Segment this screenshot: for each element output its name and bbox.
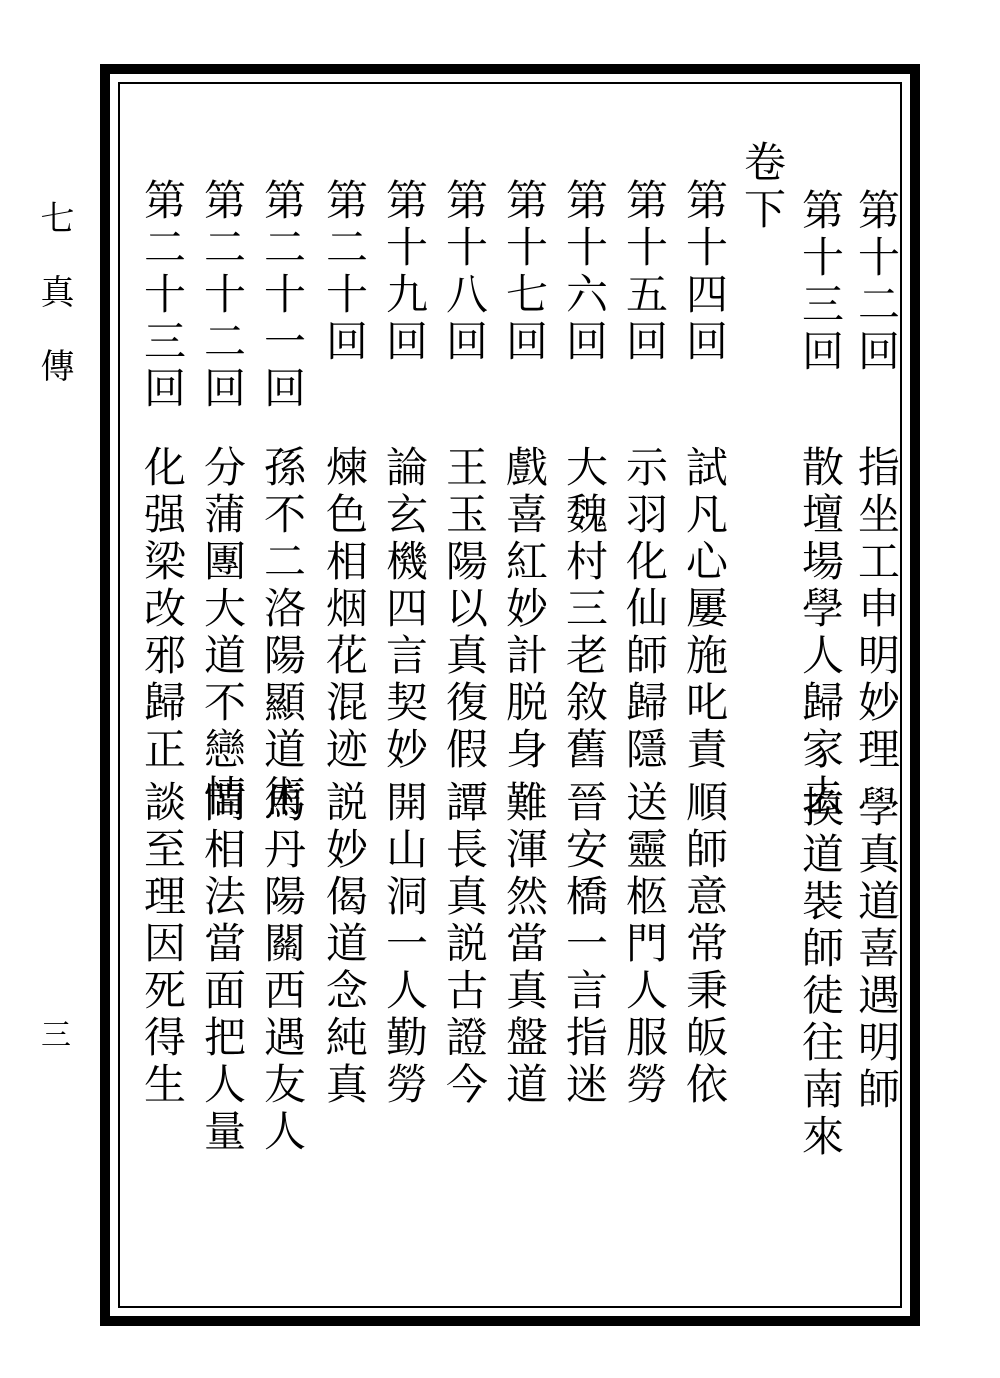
chapter-number: 第十九回: [380, 178, 429, 366]
margin-page-number: 三: [41, 1018, 71, 1053]
chapter-number: 第二十三回: [138, 178, 187, 413]
chapter-title-left: 分蒲團大道不戀情: [198, 445, 247, 821]
chapter-number: 第二十回: [320, 178, 369, 366]
chapter-title-left: 散壇場學人歸家去: [796, 445, 845, 821]
chapter-title-right: 譚長真説古證今: [440, 780, 489, 1109]
chapter-title-left: 化强梁改邪歸正: [138, 445, 187, 774]
chapter-title-left: 戲喜紅妙計脱身: [500, 445, 549, 774]
chapter-title-left: 孫不二洛陽顯道術: [258, 445, 307, 821]
chapter-title-right: 談至理因死得生: [138, 780, 187, 1109]
chapter-title-left: 示羽化仙師歸隱: [620, 445, 669, 774]
chapter-number: 第二十一回: [258, 178, 307, 413]
chapter-title-left: 指坐工申明妙理: [852, 445, 901, 774]
chapter-title-left: 王玉陽以真復假: [440, 445, 489, 774]
chapter-title-left: 煉色相烟花混迹: [320, 445, 369, 774]
chapter-number: 第二十二回: [198, 178, 247, 413]
chapter-number: 第十三回: [796, 188, 845, 376]
chapter-title-right: 難渾然當真盤道: [500, 780, 549, 1109]
chapter-title-right: 晉安橋一言指迷: [560, 780, 609, 1109]
chapter-number: 第十四回: [680, 178, 729, 366]
chapter-title-right: 學真道喜遇明師: [852, 785, 901, 1114]
chapter-title-right: 馬丹陽關西遇友人: [258, 780, 307, 1156]
chapter-title-right: 問相法當面把人量: [198, 780, 247, 1156]
chapter-title-right: 説妙偈道念純真: [320, 780, 369, 1109]
chapter-title-left: 論玄機四言契妙: [380, 445, 429, 774]
chapter-number: 第十二回: [852, 188, 901, 376]
chapter-title-right: 送靈柩門人服勞: [620, 780, 669, 1109]
chapter-title-right: 開山洞一人勤勞: [380, 780, 429, 1109]
chapter-title-right: 順師意常秉皈依: [680, 780, 729, 1109]
margin-book-title: 七真傳: [34, 200, 74, 422]
chapter-title-right: 換道裝師徒往南來: [796, 785, 845, 1161]
chapter-title-left: 試凡心屢施叱責: [680, 445, 729, 774]
chapter-title-left: 大魏村三老敘舊: [560, 445, 609, 774]
chapter-number: 第十五回: [620, 178, 669, 366]
volume-label: 卷下: [738, 140, 787, 234]
chapter-number: 第十七回: [500, 178, 549, 366]
chapter-number: 第十八回: [440, 178, 489, 366]
chapter-number: 第十六回: [560, 178, 609, 366]
